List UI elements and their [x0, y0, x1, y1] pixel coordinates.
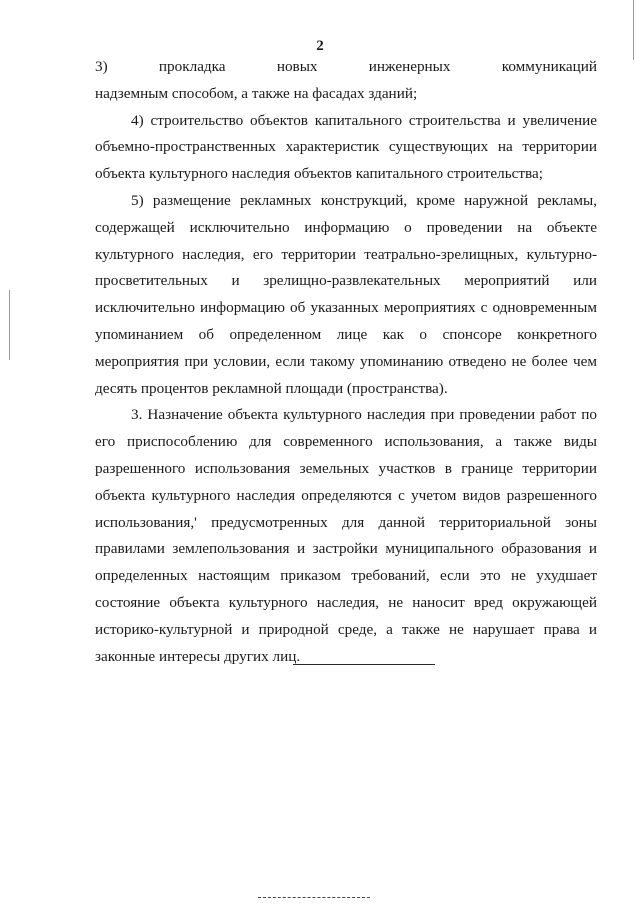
item-5-paragraph: 5) размещение рекламных конструкций, кроме наружной рекламы, содержащей исключительно информацию о проведении на объекте культурного наследия, его территории театрально-зрелищных, культурно-просветительных и зрелищно-развлекательных мероприятий или исключительно информацию об указанных мероприятиях с одновременным упоминанием об определенном лице как о спонсоре конкретного мероприятия при условии, если такому упоминанию отведено не более чем десять процентов рекламной площади (пространства).: [95, 191, 597, 397]
footer-scan-mark: [258, 897, 370, 898]
document-body: [95, 54, 597, 670]
left-margin-scan-artifact: [9, 290, 10, 360]
item-3-line-2: надземным способом, а также на фасадах зданий;: [95, 84, 418, 102]
item-3-word-1: прокладка: [158, 58, 226, 75]
item-3-word-3: коммуникаций: [501, 58, 597, 75]
item-3-word-2: новых инженерных: [276, 58, 451, 75]
end-separator-line: [293, 664, 435, 665]
section-3-paragraph: 3. Назначение объекта культурного наследия при проведении работ по его приспособлению для современного использования, а также виды разрешенного использования земельных участков в границе территории объекта культурного наследия определяются с учетом видов разрешенного использования,' предусмотренных для данной территориальной зоны правилами землепользования и застройки муниципального образования и определенных настоящим приказом требований, если это не ухудшает состояние объекта культурного наследия, не наносит вред окружающей историко-культурной и природной среде, а также не нарушает права и законные интересы других лиц.: [95, 406, 597, 665]
item-3-line-1: [95, 54, 597, 81]
right-edge-scan-artifact: [633, 0, 634, 60]
page-number: 2: [316, 38, 324, 54]
item-4-paragraph: 4) строительство объектов капитального строительства и увеличение объемно-пространственных характеристик существующих на территории объекта культурного наследия объектов капитального строительства;: [95, 111, 597, 183]
item-3-number: 3): [95, 58, 108, 75]
